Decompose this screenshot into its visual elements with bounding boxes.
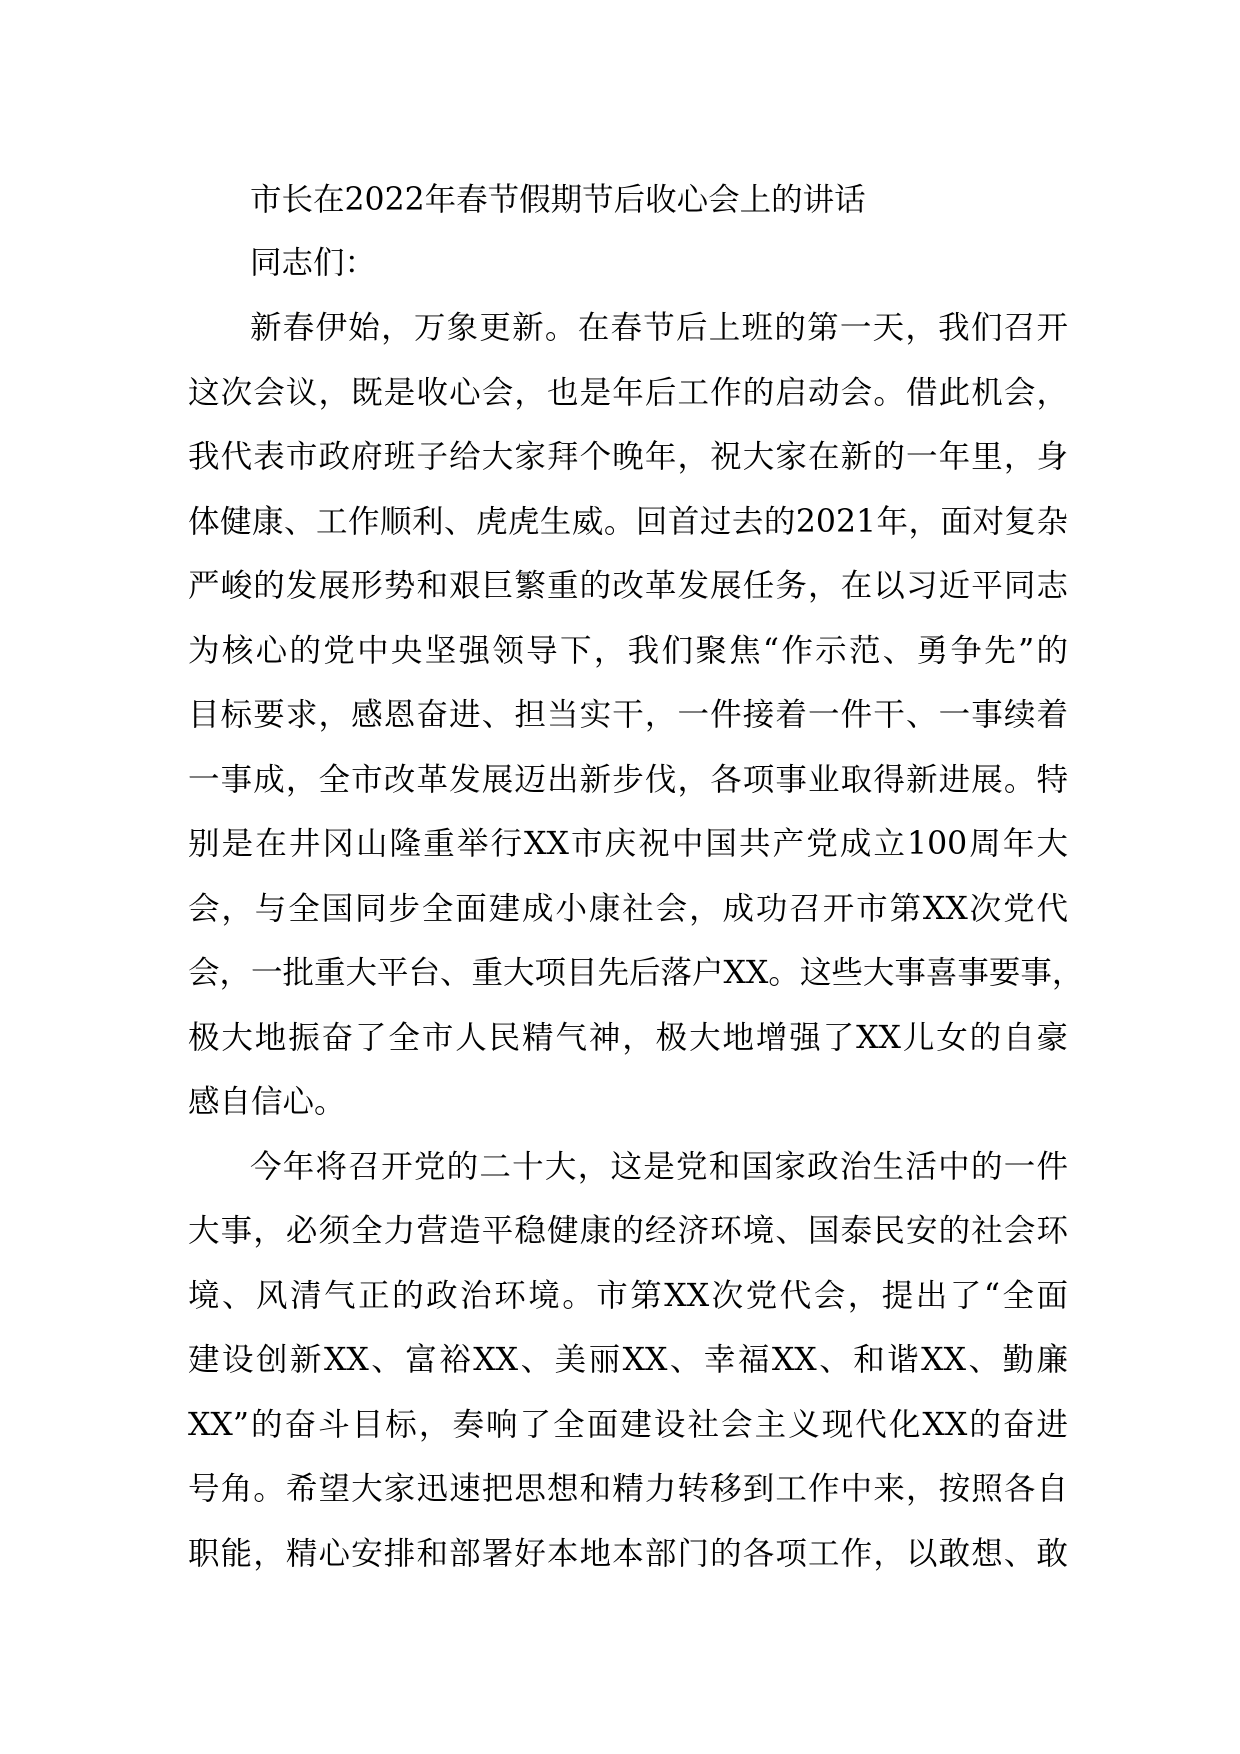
paragraph-line: 会，一批重大平台、重大项目先后落户XX。这些大事喜事要事， [188, 955, 1084, 991]
paragraph-line: 新春伊始，万象更新。在春节后上班的第一天，我们召开 [250, 310, 1068, 346]
paragraph-line: 目标要求，感恩奋进、担当实干，一件接着一件干、一事续着 [188, 697, 1068, 733]
paragraph-line: 感自信心。 [188, 1084, 346, 1120]
paragraph-1 [188, 296, 1084, 1135]
paragraph-line: 我代表市政府班子给大家拜个晚年，祝大家在新的一年里，身 [188, 439, 1068, 475]
paragraph-line: 会，与全国同步全面建成小康社会，成功召开市第XX次党代 [188, 890, 1068, 927]
paragraph-line: 今年将召开党的二十大，这是党和国家政治生活中的一件 [250, 1148, 1068, 1185]
paragraph-line: 大事，必须全力营造平稳健康的经济环境、国泰民安的社会环 [188, 1213, 1068, 1249]
paragraph-line: 建设创新XX、富裕XX、美丽XX、幸福XX、和谐XX、勤廉 [188, 1342, 1068, 1378]
paragraph-line: 严峻的发展形势和艰巨繁重的改革发展任务，在以习近平同志 [188, 568, 1068, 604]
paragraph-line: 职能，精心安排和部署好本地本部门的各项工作，以敢想、敢 [188, 1535, 1068, 1572]
paragraph-line: 境、风清气正的政治环境。市第XX次党代会，提出了“全面 [188, 1277, 1068, 1314]
paragraph-line: 为核心的党中央坚强领导下，我们聚焦“作示范、勇争先”的 [188, 632, 1068, 669]
document-title: 市长在2022年春节假期节后收心会上的讲话 [250, 182, 866, 218]
paragraph-line: 极大地振奋了全市人民精气神，极大地增强了XX儿女的自豪 [188, 1019, 1068, 1056]
document-body [188, 170, 1084, 1586]
paragraph-line: 体健康、工作顺利、虎虎生威。回首过去的2021年，面对复杂 [188, 503, 1068, 540]
paragraph-line: 一事成，全市改革发展迈出新步伐，各项事业取得新进展。特 [188, 761, 1068, 798]
paragraph-line: 这次会议，既是收心会，也是年后工作的启动会。借此机会， [188, 374, 1068, 411]
paragraph-line: XX”的奋斗目标，奏响了全面建设社会主义现代化XX的奋进 [188, 1406, 1068, 1443]
salutation: 同志们： [250, 245, 377, 281]
paragraph-line: 号角。希望大家迅速把思想和精力转移到工作中来，按照各自 [188, 1471, 1068, 1507]
paragraph-2 [188, 1135, 1068, 1587]
paragraph-line: 别是在井冈山隆重举行XX市庆祝中国共产党成立100周年大 [188, 826, 1068, 862]
